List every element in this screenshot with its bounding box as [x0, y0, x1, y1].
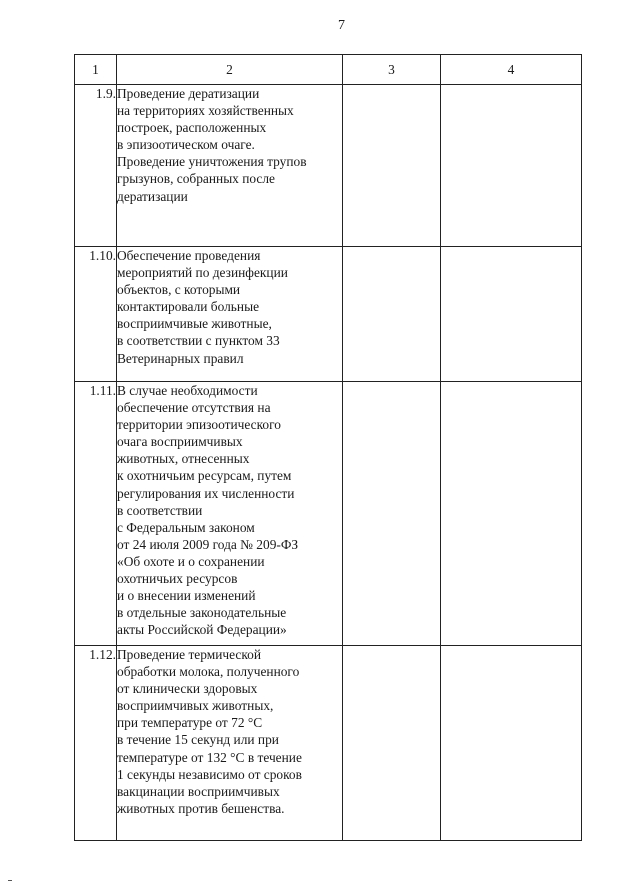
description-line: животных, отнесенных: [117, 451, 250, 467]
responsible-cell: [441, 247, 582, 382]
column-header-3: 3: [343, 55, 441, 85]
column-header-2: 2: [117, 55, 343, 85]
description-line: 1 секунды независимо от сроков: [117, 766, 302, 782]
row-number: 1.12.: [75, 646, 117, 841]
deadline-cell: [343, 382, 441, 646]
row-number: 1.11.: [75, 382, 117, 646]
description-line: акты Российской Федерации»: [117, 622, 287, 638]
description-line: при температуре от 72 °С: [117, 715, 263, 731]
description-line: Обеспечение проведения: [117, 248, 261, 263]
row-number: 1.10.: [75, 247, 117, 382]
description-line: построек, расположенных: [117, 120, 267, 136]
description-line: В случае необходимости: [117, 383, 258, 398]
description-line: от клинически здоровых: [117, 681, 258, 697]
description-line: Проведение термической: [117, 647, 262, 662]
table-row: [75, 382, 582, 646]
description-line: дератизации: [117, 188, 188, 204]
table-row: [75, 646, 582, 841]
description-line: обработки молока, полученного: [117, 664, 300, 680]
description-line: с Федеральным законом: [117, 519, 255, 535]
description-line: от 24 июля 2009 года № 209-ФЗ: [117, 536, 299, 552]
description-line: объектов, с которыми: [117, 282, 241, 298]
description-line: животных против бешенства.: [117, 800, 285, 816]
deadline-cell: [343, 85, 441, 247]
column-header-1: 1: [75, 55, 117, 85]
measures-table: [74, 54, 582, 841]
description-line: в соответствии с пунктом 33: [117, 333, 280, 349]
description-line: к охотничьим ресурсам, путем: [117, 468, 292, 484]
description-line: Ветеринарных правил: [117, 350, 244, 366]
description-line: и о внесении изменений: [117, 588, 256, 604]
measure-description: [117, 85, 343, 247]
description-line: охотничьих ресурсов: [117, 571, 238, 587]
table-row: [75, 247, 582, 382]
description-line: в соответствии: [117, 502, 203, 518]
description-line: Проведение дератизации: [117, 86, 260, 101]
description-line: обеспечение отсутствия на: [117, 400, 271, 416]
scan-artifact: [8, 880, 12, 881]
description-line: в течение 15 секунд или при: [117, 732, 279, 748]
responsible-cell: [441, 646, 582, 841]
description-line: вакцинации восприимчивых: [117, 783, 280, 799]
column-header-4: 4: [441, 55, 582, 85]
deadline-cell: [343, 646, 441, 841]
description-line: Проведение уничтожения трупов: [117, 154, 307, 170]
description-line: на территориях хозяйственных: [117, 103, 294, 119]
description-line: очага восприимчивых: [117, 434, 243, 450]
measure-description: [117, 247, 343, 382]
measure-description: [117, 646, 343, 841]
description-line: температуре от 132 °С в течение: [117, 749, 302, 765]
description-line: восприимчивые животные,: [117, 316, 272, 332]
description-line: контактировали больные: [117, 299, 260, 315]
description-line: грызунов, собранных после: [117, 171, 275, 187]
page-number: 7: [338, 18, 345, 33]
table-row: [75, 85, 582, 247]
description-line: в эпизоотическом очаге.: [117, 137, 255, 153]
description-line: территории эпизоотического: [117, 417, 281, 433]
description-line: в отдельные законодательные: [117, 605, 287, 621]
row-number: 1.9.: [75, 85, 117, 247]
description-line: регулирования их численности: [117, 485, 295, 501]
responsible-cell: [441, 85, 582, 247]
deadline-cell: [343, 247, 441, 382]
description-line: восприимчивых животных,: [117, 698, 274, 714]
description-line: «Об охоте и о сохранении: [117, 553, 265, 569]
responsible-cell: [441, 382, 582, 646]
table-header-row: [75, 55, 582, 85]
measure-description: [117, 382, 343, 646]
description-line: мероприятий по дезинфекции: [117, 265, 288, 281]
